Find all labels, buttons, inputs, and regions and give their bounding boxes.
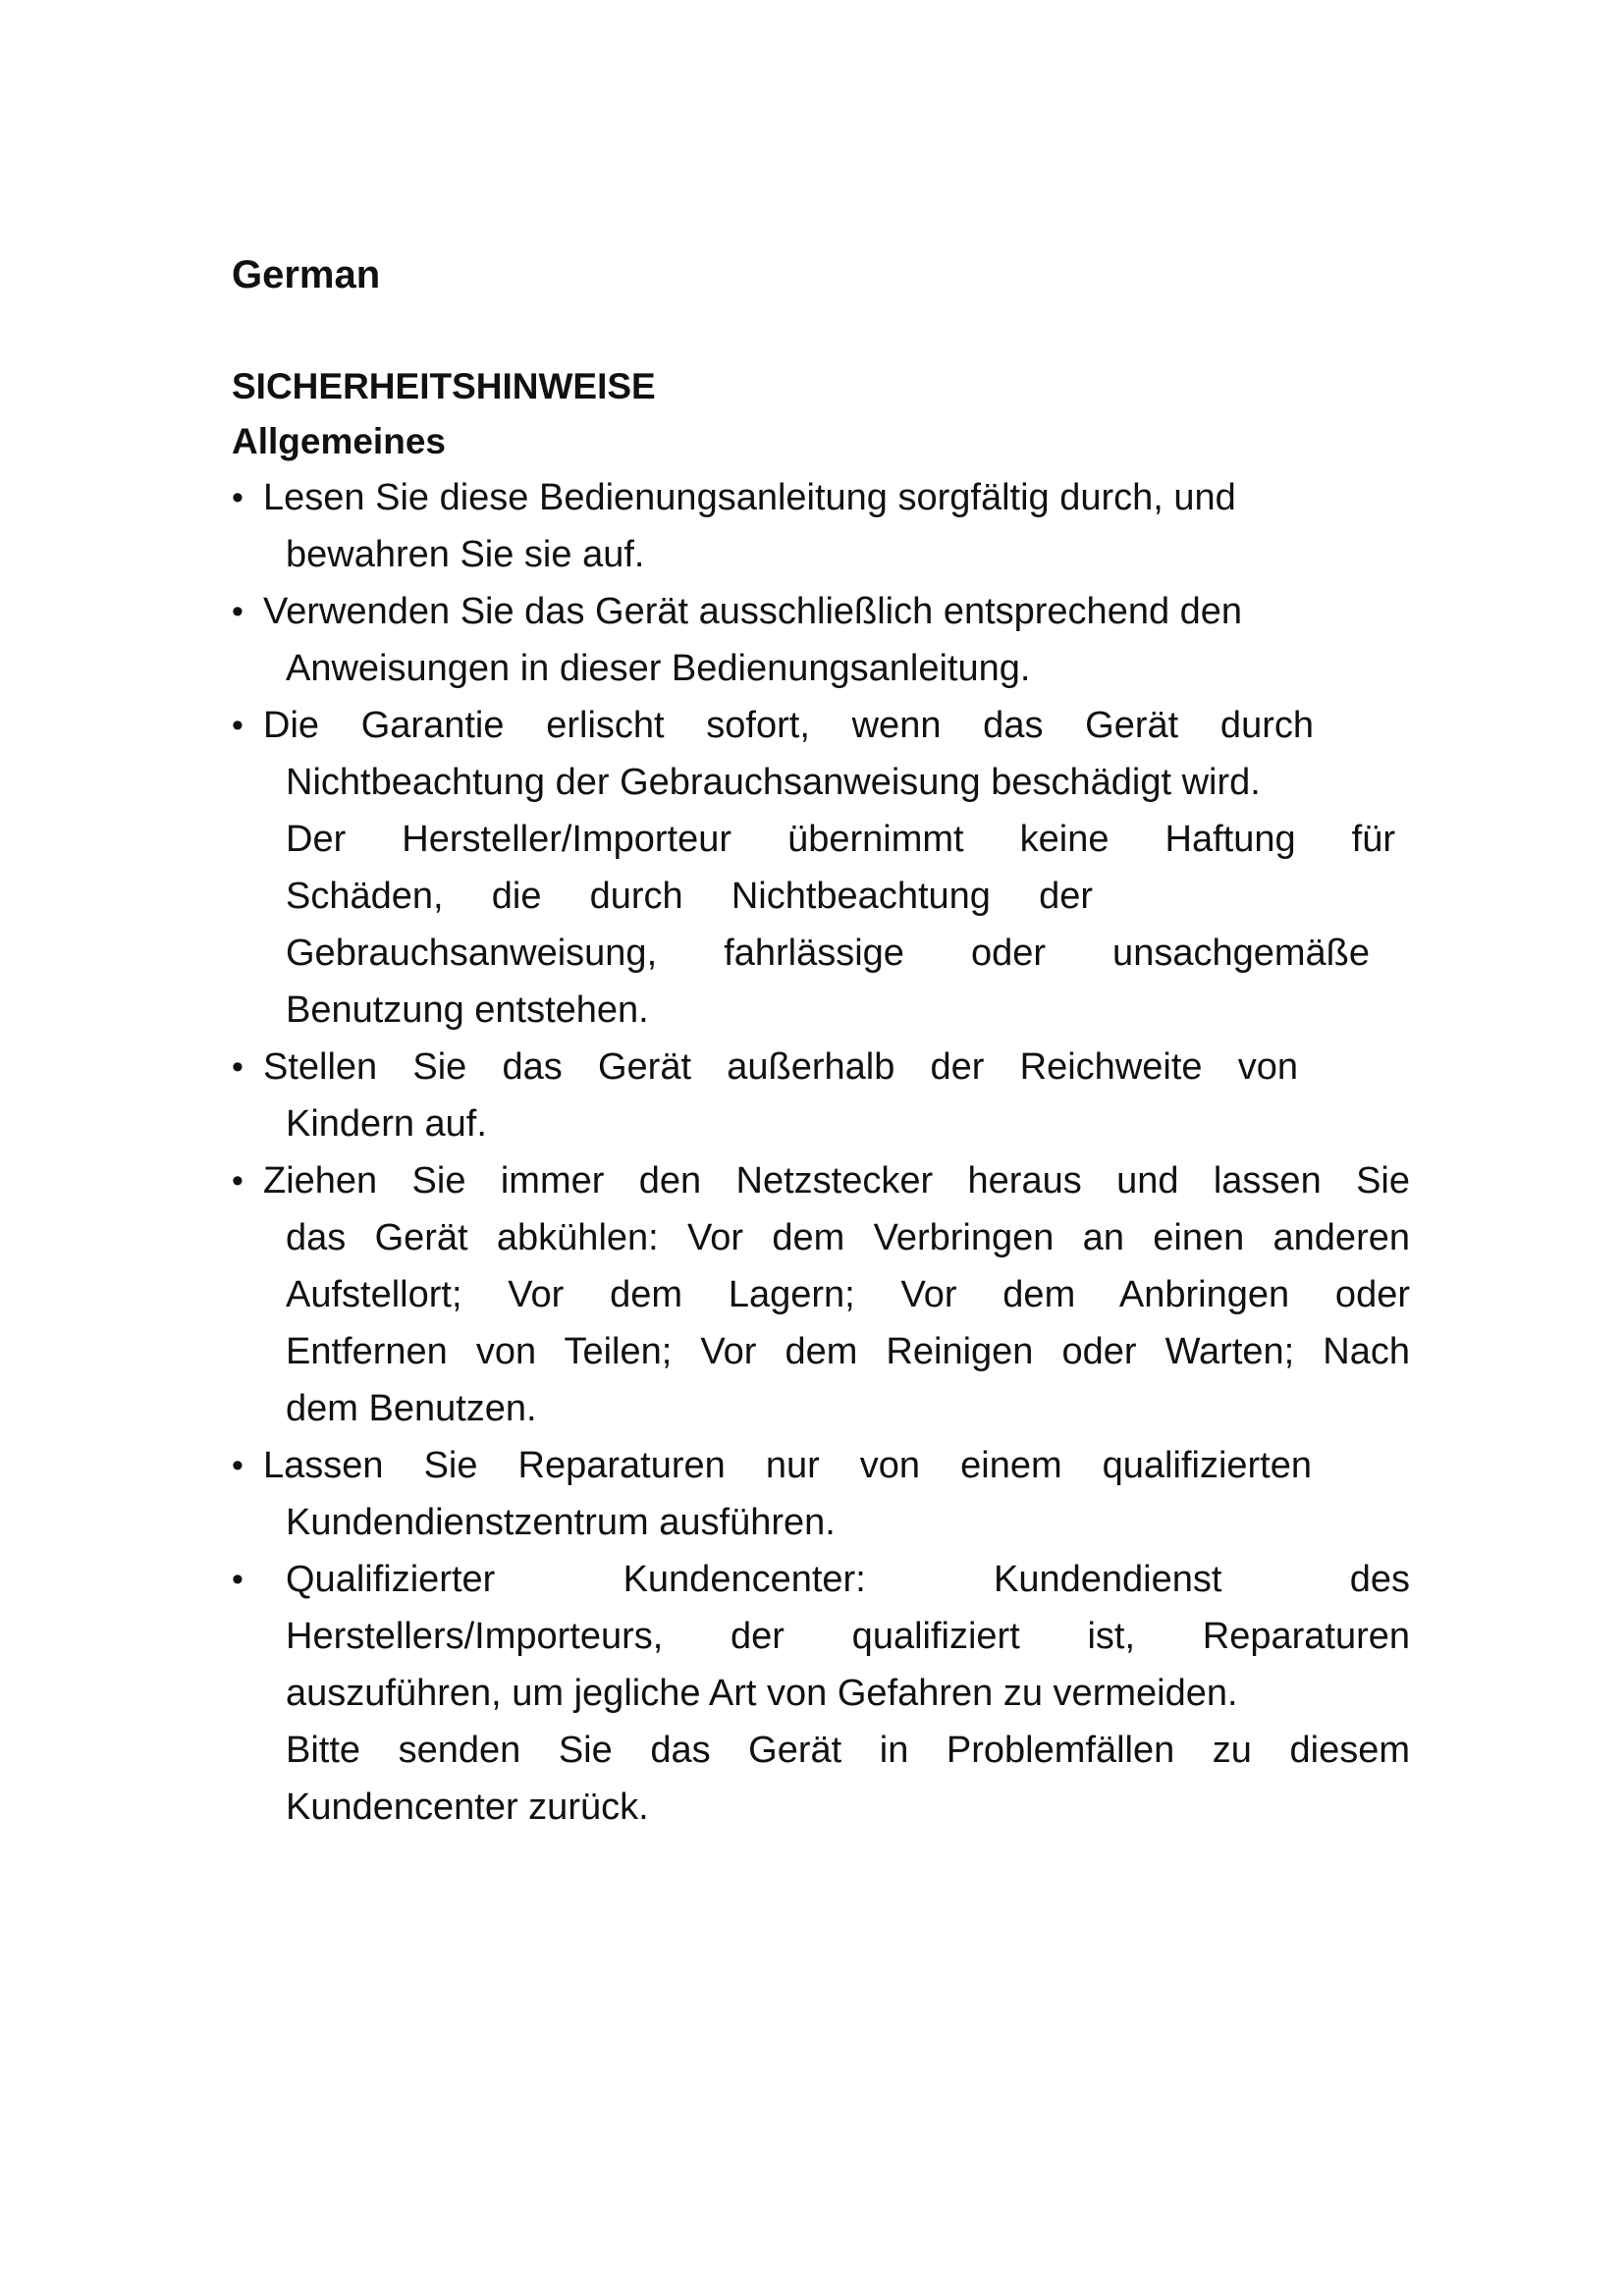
section-title: SICHERHEITSHINWEISE [232,366,656,406]
list-item-line: Verwenden Sie das Gerät ausschließlich entsprechend den [263,591,1243,632]
list-item [232,1152,1441,1437]
list-item-line: Der Hersteller/Importeur übernimmt keine Haftung für [286,819,1395,860]
list-item-line: auszuführen, um jegliche Art von Gefahren zu vermeiden. [286,1673,1238,1714]
subsection-title: Allgemeines [232,421,446,461]
list-item-line: Schäden, die durch Nichtbeachtung der [286,876,1093,917]
list-item-line: Kindern auf. [286,1103,487,1145]
list-item-line: Ziehen Sie immer den Netzstecker heraus und lassen Sie [263,1160,1410,1201]
list-item-line: Lesen Sie diese Bedienungsanleitung sorgfältig durch, und [263,477,1236,518]
safety-instructions-list [232,469,1410,1836]
list-item [232,469,1333,583]
list-item-line: das Gerät abkühlen: Vor dem Verbringen an einen anderen [286,1217,1410,1258]
list-item-line: bewahren Sie sie auf. [286,534,645,575]
list-item-line: Qualifizierter Kundencenter: Kundendienst des [286,1559,1410,1600]
list-item-line: dem Benutzen. [286,1388,537,1429]
bullet-icon: • [232,1447,244,1484]
list-item-line: Bitte senden Sie das Gerät in Problemfällen zu diesem [286,1730,1410,1771]
list-item-line: Stellen Sie das Gerät außerhalb der Reichweite von [263,1046,1298,1088]
list-item-line: Gebrauchsanweisung, fahrlässige oder unsachgemäße [286,933,1370,974]
list-item-line: Lassen Sie Reparaturen nur von einem qualifizierten [263,1445,1312,1486]
list-item-line: Die Garantie erlischt sofort, wenn das Gerät durch [263,705,1314,746]
list-item-line: Kundendienstzentrum ausführen. [286,1502,836,1543]
list-item-line: Entfernen von Teilen; Vor dem Reinigen oder Warten; Nach [286,1331,1410,1372]
bullet-icon: • [232,1561,244,1598]
list-item [232,583,1353,697]
list-item [232,1551,1441,1836]
list-item-line: Benutzung entstehen. [286,989,649,1031]
document-page [232,247,1410,1836]
list-item-line: Nichtbeachtung der Gebrauchsanweisung beschädigt wird. [286,762,1261,803]
list-item-line: Anweisungen in dieser Bedienungsanleitung. [286,648,1031,689]
list-item [232,1039,1343,1152]
list-item [232,697,1422,1039]
bullet-icon: • [232,707,244,744]
list-item [232,1437,1373,1551]
bullet-icon: • [232,1048,244,1086]
language-heading: German [232,253,381,296]
bullet-icon: • [232,593,244,630]
list-item-line: Aufstellort; Vor dem Lagern; Vor dem Anbringen oder [286,1274,1410,1315]
bullet-icon: • [232,479,244,516]
list-item-line: Kundencenter zurück. [286,1787,649,1828]
bullet-icon: • [232,1162,244,1200]
list-item-line: Herstellers/Importeurs, der qualifiziert ist, Reparaturen [286,1616,1410,1657]
